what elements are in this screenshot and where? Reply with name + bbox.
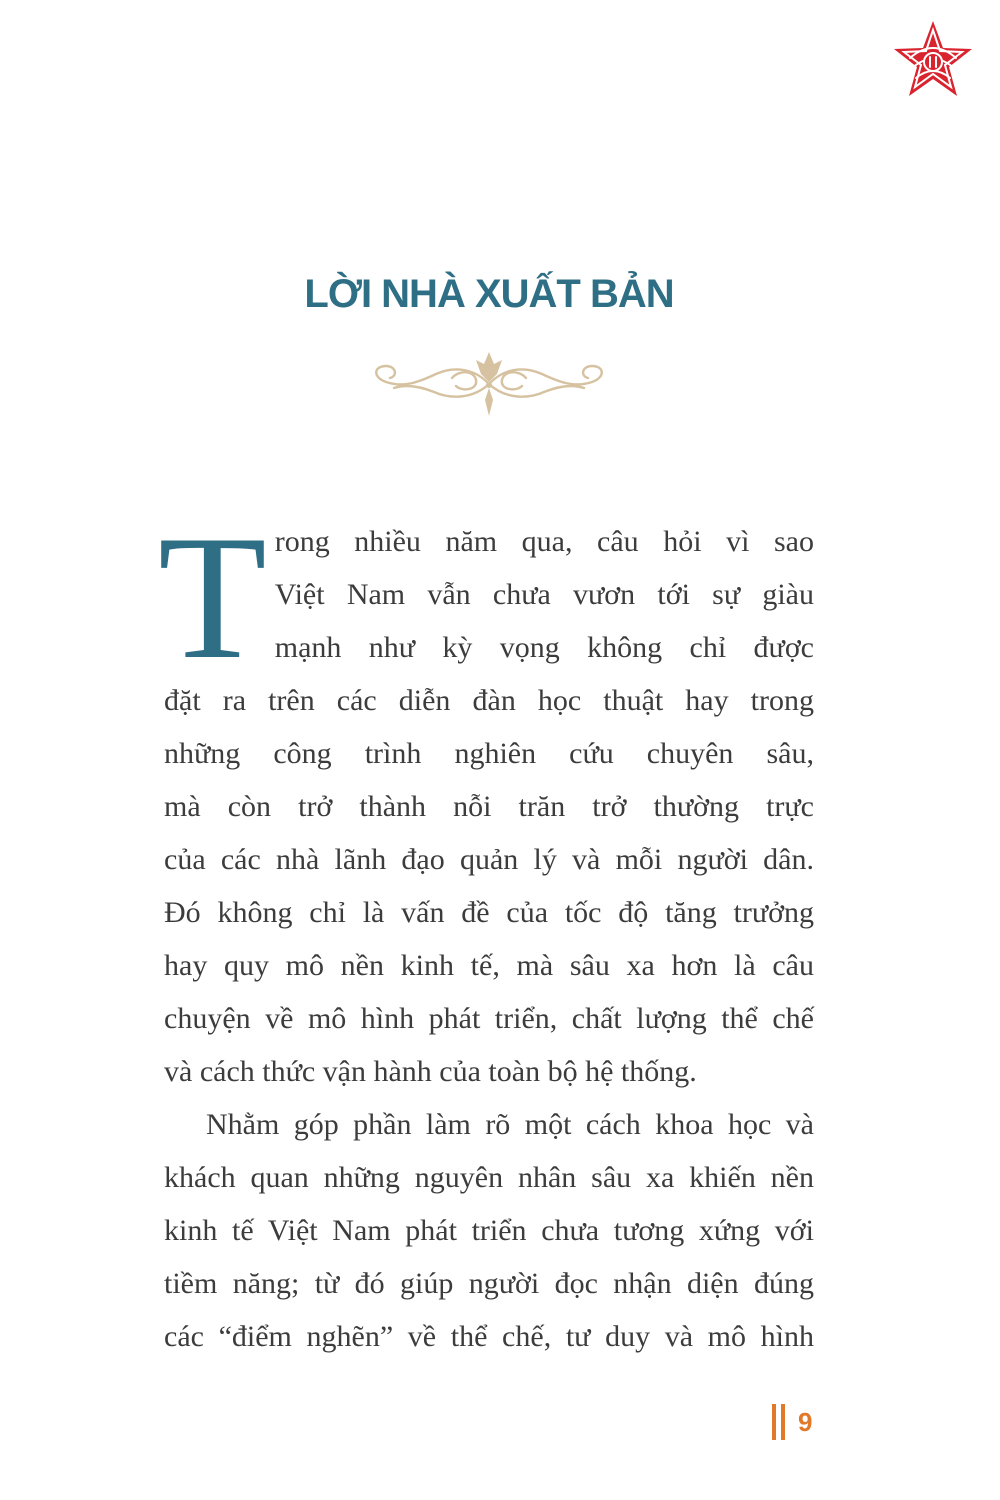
text-line: các “điểm nghẽn” về thể chế, tư duy và mô hình	[164, 1320, 814, 1353]
text-line: Đó không chỉ là vấn đề của tốc độ tăng trưởng	[164, 896, 814, 929]
text-line: những công trình nghiên cứu chuyên sâu,	[164, 737, 814, 770]
paragraph-1	[158, 498, 814, 1098]
page-number-text: 9	[798, 1406, 813, 1437]
body-text	[158, 498, 814, 1363]
text-line: khách quan những nguyên nhân sâu xa khiến nền	[164, 1161, 814, 1194]
page-number	[772, 1402, 812, 1442]
drop-cap: T	[158, 498, 267, 696]
page-title: LỜI NHÀ XUẤT BẢN	[304, 272, 674, 316]
scroll-flourish-divider-icon	[364, 348, 614, 420]
text-line: kinh tế Việt Nam phát triển chưa tương xứng với	[164, 1214, 814, 1247]
text-line: Việt Nam vẫn chưa vươn tới sự giàu	[274, 578, 814, 611]
text-line: tiềm năng; từ đó giúp người đọc nhận diện đúng	[164, 1267, 814, 1300]
publisher-logo	[890, 18, 976, 104]
text-line: rong nhiều năm qua, câu hỏi vì sao	[274, 525, 814, 558]
text-line: mạnh như kỳ vọng không chỉ được	[274, 631, 814, 664]
text-line: đặt ra trên các diễn đàn học thuật hay trong	[164, 684, 814, 717]
paragraph-2	[164, 1098, 814, 1363]
page-marker-icon	[772, 1404, 788, 1440]
text-line: hay quy mô nền kinh tế, mà sâu xa hơn là câu	[164, 949, 814, 982]
text-line: Nhằm góp phần làm rõ một cách khoa học và	[206, 1108, 814, 1141]
text-line: và cách thức vận hành của toàn bộ hệ thống.	[164, 1055, 697, 1088]
publisher-star-emblem-icon	[890, 18, 976, 104]
text-line: chuyện về mô hình phát triển, chất lượng thể chế	[164, 1002, 814, 1035]
ornament-divider	[364, 348, 614, 420]
text-line: của các nhà lãnh đạo quản lý và mỗi người dân.	[164, 843, 814, 876]
text-line: mà còn trở thành nỗi trăn trở thường trực	[164, 790, 814, 823]
